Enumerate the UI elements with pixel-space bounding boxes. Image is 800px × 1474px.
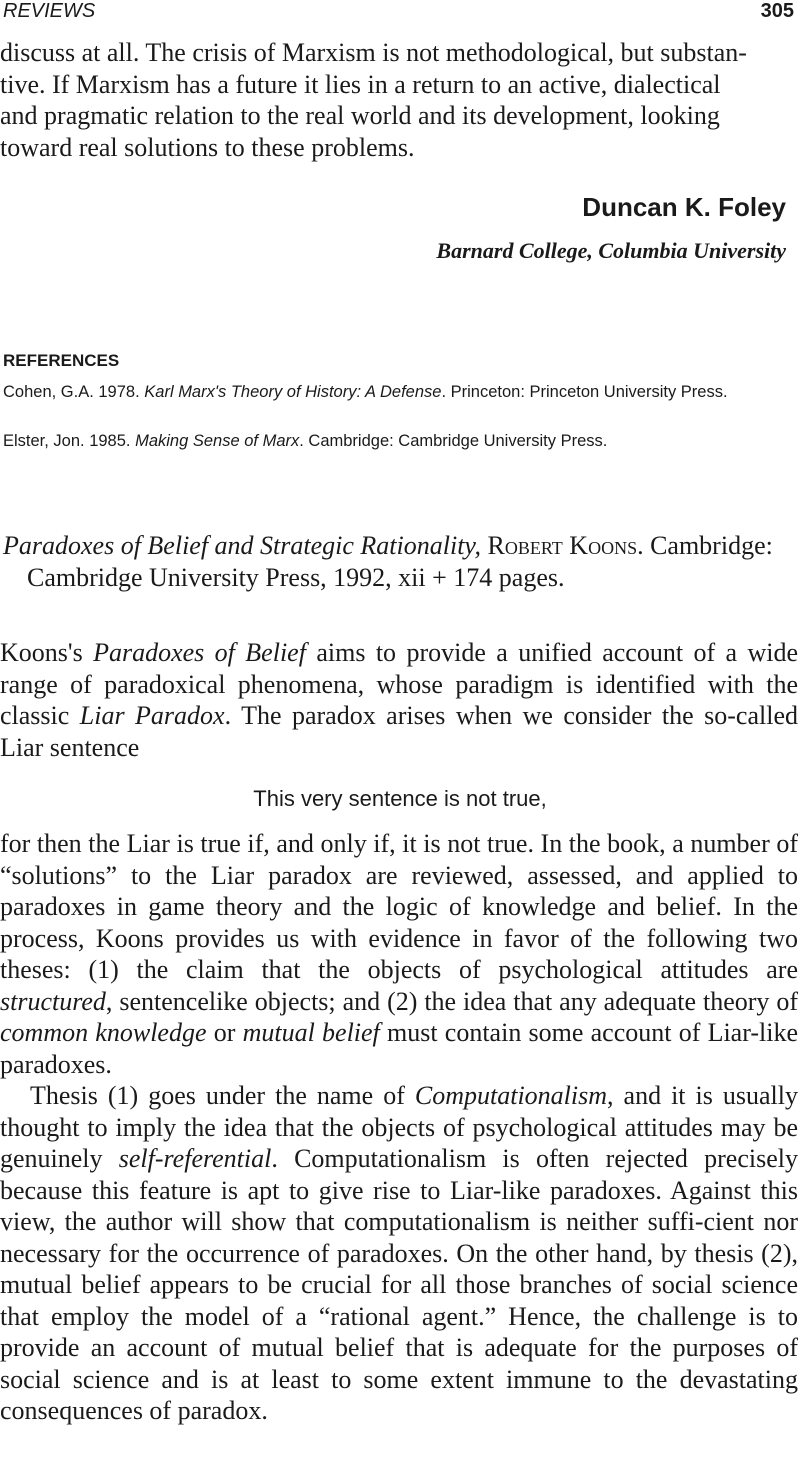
previous-review-ending (0, 37, 798, 163)
text-line: and pragmatic relation to the real world and its development, looking (0, 101, 720, 130)
references-heading: REFERENCES (3, 351, 120, 370)
reviewer-name: Duncan K. Foley (582, 192, 786, 222)
emphasis-text: mutual belief (242, 1018, 380, 1047)
paragraph-text: aims to provide a unified account of a wide range of paradoxical phenomena, whose paradigm is identified with the classic (0, 638, 798, 730)
text-line: discuss at all. The crisis of Marxism is not methodological, but substan- (0, 38, 747, 67)
emphasis-text: Liar Paradox (79, 701, 225, 730)
review-paragraph (0, 1080, 798, 1427)
text-line: toward real solutions to these problems. (0, 132, 415, 162)
paragraph-text: . The paradox arises when we consider the so-called Liar sentence (0, 701, 799, 762)
reference-title: Making Sense of Marx (135, 432, 300, 450)
reference-text: . Princeton: Princeton University Press. (441, 383, 728, 401)
emphasis-text: Computationalism (414, 1081, 608, 1110)
page-number: 305 (760, 0, 794, 22)
reference-text: Elster, Jon. 1985. (3, 432, 136, 450)
running-head-section: REVIEWS (3, 0, 96, 22)
reviewer-affiliation: Barnard College, Columbia University (436, 238, 786, 263)
emphasis-text: self-referential (118, 1144, 272, 1173)
reference-title: Karl Marx's Theory of History: A Defense (144, 383, 442, 401)
running-head (0, 0, 800, 30)
emphasis-text: common knowledge (0, 1018, 207, 1047)
paragraph-text: . Computationalism is often rejected precisely because this feature is apt to give rise to Liar-like paradoxes. Against this view, the author will show that computationalism is neither suffi-cient nor necessary for the occurrence of paradoxes. On the other hand, by thesis (2), mutual belief appears to be crucial for all those branches of social science that employ the model of a “rational agent.” Hence, the challenge is to provide an account of mutual belief that is adequate for the purposes of social science and is at least to some extent immune to the devastating consequences of paradox. (0, 1144, 798, 1425)
book-publication-info: . Cambridge: Cambridge University Press, 1992, xii + 174 pages. (27, 531, 773, 592)
paragraph-text: must contain some account of Liar-like paradoxes. (0, 1018, 798, 1079)
paragraph-text: Thesis (1) goes under the name of (30, 1081, 415, 1110)
text-line: tive. If Marxism has a future it lies in a return to an active, dialectical (0, 69, 721, 99)
paragraph-text: , and it is usually thought to imply the idea that the objects of psychological attitudes may be genuinely (0, 1081, 799, 1173)
paragraph-text: Koons's (0, 638, 94, 667)
review-heading (3, 530, 798, 594)
paragraph-text: , sentencelike objects; and (2) the idea that any adequate theory of (105, 986, 798, 1016)
reference-entry (3, 430, 793, 452)
paragraph-text: for then the Liar is true if, and only if, it is not true. In the book, a number of “solutions” to the Liar paradox are reviewed, assessed, and applied to paradoxes in game theory and the logic of knowledge and belief. In the process, Koons provides us with evidence in favor of the following two theses: (1) the claim that the objects of psychological attitudes are (0, 829, 798, 984)
review-paragraph (0, 637, 798, 763)
emphasis-text: Paradoxes of Belief (93, 638, 306, 667)
reference-text: Cohen, G.A. 1978. (3, 383, 145, 401)
reference-entry (3, 381, 793, 403)
liar-sentence-display: This very sentence is not true, (253, 786, 547, 811)
reference-text: . Cambridge: Cambridge University Press. (299, 432, 608, 450)
review-body (0, 828, 798, 1427)
book-title: Paradoxes of Belief and Strategic Rationality, (3, 531, 482, 560)
book-author: Robert Koons (487, 531, 638, 560)
emphasis-text: structured (0, 986, 106, 1016)
paragraph-text: or (206, 1018, 243, 1047)
review-paragraph (0, 828, 798, 1080)
